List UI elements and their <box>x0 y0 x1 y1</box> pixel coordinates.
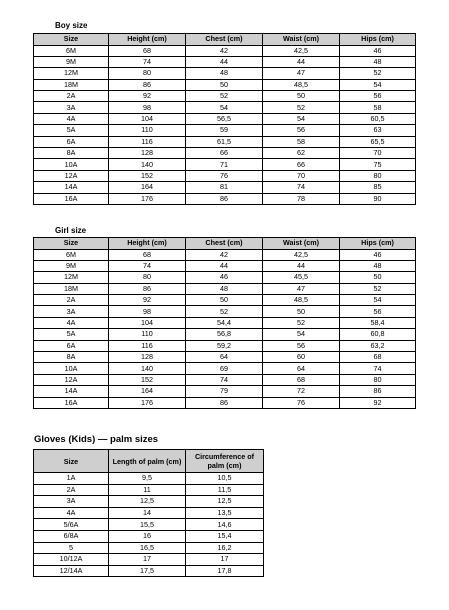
table-cell: 70 <box>263 170 340 181</box>
table-cell: 66 <box>263 159 340 170</box>
table-cell: 12/14A <box>34 565 109 577</box>
boy-size-table <box>33 33 416 205</box>
table-header-row <box>34 450 264 473</box>
table-cell: 5 <box>34 542 109 554</box>
table-cell: 110 <box>109 329 186 340</box>
table-cell: 98 <box>109 102 186 113</box>
header-height: Height (cm) <box>109 238 186 250</box>
table-cell: 66 <box>186 148 263 159</box>
table-cell: 3A <box>34 102 109 113</box>
table-row <box>34 306 416 317</box>
table-cell: 86 <box>186 193 263 204</box>
header-chest: Chest (cm) <box>186 238 263 250</box>
table-cell: 92 <box>109 295 186 306</box>
table-cell: 86 <box>186 397 263 408</box>
table-cell: 59,2 <box>186 340 263 351</box>
table-cell: 6M <box>34 45 109 56</box>
table-cell: 59 <box>186 125 263 136</box>
table-cell: 2A <box>34 295 109 306</box>
table-cell: 11,5 <box>186 484 264 496</box>
table-row <box>34 554 264 566</box>
table-row <box>34 79 416 90</box>
table-cell: 18M <box>34 79 109 90</box>
table-cell: 12,5 <box>186 496 264 508</box>
table-cell: 44 <box>263 56 340 67</box>
table-cell: 17 <box>186 554 264 566</box>
table-cell: 16 <box>109 530 186 542</box>
table-cell: 3A <box>34 496 109 508</box>
table-cell: 42 <box>186 249 263 260</box>
table-cell: 80 <box>109 272 186 283</box>
table-row <box>34 113 416 124</box>
table-cell: 72 <box>263 386 340 397</box>
table-cell: 11 <box>109 484 186 496</box>
table-cell: 50 <box>263 91 340 102</box>
table-cell: 48,5 <box>263 295 340 306</box>
table-cell: 52 <box>263 317 340 328</box>
table-cell: 54 <box>340 295 416 306</box>
table-cell: 80 <box>340 374 416 385</box>
table-cell: 65,5 <box>340 136 416 147</box>
table-cell: 18M <box>34 283 109 294</box>
table-cell: 104 <box>109 113 186 124</box>
table-cell: 71 <box>186 159 263 170</box>
table-row <box>34 170 416 181</box>
table-cell: 54 <box>186 102 263 113</box>
table-row <box>34 542 264 554</box>
table-cell: 2A <box>34 484 109 496</box>
table-cell: 76 <box>186 170 263 181</box>
gloves-size-table <box>33 449 264 577</box>
table-cell: 52 <box>186 91 263 102</box>
table-cell: 48 <box>186 68 263 79</box>
table-row <box>34 352 416 363</box>
table-cell: 5A <box>34 329 109 340</box>
header-chest: Chest (cm) <box>186 34 263 46</box>
table-row <box>34 102 416 113</box>
table-cell: 14 <box>109 507 186 519</box>
table-row <box>34 68 416 79</box>
table-cell: 86 <box>109 283 186 294</box>
table-cell: 44 <box>263 260 340 271</box>
table-cell: 17,5 <box>109 565 186 577</box>
table-cell: 56 <box>263 340 340 351</box>
table-header-row <box>34 238 416 250</box>
table-cell: 12,5 <box>109 496 186 508</box>
table-row <box>34 91 416 102</box>
table-cell: 116 <box>109 136 186 147</box>
table-row <box>34 159 416 170</box>
table-row <box>34 148 416 159</box>
table-cell: 42,5 <box>263 45 340 56</box>
table-cell: 12M <box>34 68 109 79</box>
girl-size-table <box>33 237 416 409</box>
header-height: Height (cm) <box>109 34 186 46</box>
table-cell: 6A <box>34 340 109 351</box>
table-cell: 8A <box>34 352 109 363</box>
table-cell: 8A <box>34 148 109 159</box>
table-cell: 80 <box>340 170 416 181</box>
table-cell: 90 <box>340 193 416 204</box>
table-cell: 54,4 <box>186 317 263 328</box>
table-row <box>34 272 416 283</box>
table-cell: 15,4 <box>186 530 264 542</box>
table-cell: 62 <box>263 148 340 159</box>
table-cell: 44 <box>186 260 263 271</box>
table-cell: 56,5 <box>186 113 263 124</box>
header-size: Size <box>34 450 109 473</box>
table-cell: 14A <box>34 386 109 397</box>
table-cell: 48 <box>186 283 263 294</box>
table-cell: 45,5 <box>263 272 340 283</box>
table-cell: 78 <box>263 193 340 204</box>
table-cell: 15,5 <box>109 519 186 531</box>
table-cell: 74 <box>109 260 186 271</box>
table-cell: 4A <box>34 317 109 328</box>
table-cell: 46 <box>340 45 416 56</box>
header-hips: Hips (cm) <box>340 34 416 46</box>
header-size: Size <box>34 238 109 250</box>
table-cell: 86 <box>109 79 186 90</box>
table-cell: 1A <box>34 473 109 485</box>
table-row <box>34 507 264 519</box>
table-row <box>34 530 264 542</box>
table-cell: 75 <box>340 159 416 170</box>
table-cell: 17,8 <box>186 565 264 577</box>
table-cell: 86 <box>340 386 416 397</box>
table-cell: 48,5 <box>263 79 340 90</box>
header-waist: Waist (cm) <box>263 34 340 46</box>
table-cell: 50 <box>263 306 340 317</box>
table-cell: 176 <box>109 397 186 408</box>
table-cell: 64 <box>186 352 263 363</box>
table-row <box>34 260 416 271</box>
table-row <box>34 329 416 340</box>
header-waist: Waist (cm) <box>263 238 340 250</box>
table-row <box>34 519 264 531</box>
table-cell: 61,5 <box>186 136 263 147</box>
table-cell: 58 <box>263 136 340 147</box>
table-cell: 4A <box>34 507 109 519</box>
table-row <box>34 496 264 508</box>
table-cell: 56,8 <box>186 329 263 340</box>
table-row <box>34 363 416 374</box>
table-cell: 13,5 <box>186 507 264 519</box>
header-palm-length: Length of palm (cm) <box>109 450 186 473</box>
table-cell: 164 <box>109 182 186 193</box>
table-cell: 58,4 <box>340 317 416 328</box>
table-cell: 74 <box>186 374 263 385</box>
table-cell: 4A <box>34 113 109 124</box>
table-cell: 74 <box>109 56 186 67</box>
gloves-title: Gloves (Kids) — palm sizes <box>34 434 159 445</box>
table-cell: 12M <box>34 272 109 283</box>
table-row <box>34 484 264 496</box>
table-row <box>34 340 416 351</box>
table-cell: 92 <box>109 91 186 102</box>
table-cell: 9,5 <box>109 473 186 485</box>
table-cell: 6/8A <box>34 530 109 542</box>
table-row <box>34 565 264 577</box>
table-row <box>34 193 416 204</box>
table-row <box>34 473 264 485</box>
table-row <box>34 182 416 193</box>
table-cell: 54 <box>263 329 340 340</box>
table-cell: 54 <box>340 79 416 90</box>
table-cell: 56 <box>263 125 340 136</box>
table-cell: 64 <box>263 363 340 374</box>
table-cell: 80 <box>109 68 186 79</box>
table-cell: 74 <box>340 363 416 374</box>
table-cell: 63,2 <box>340 340 416 351</box>
table-cell: 68 <box>340 352 416 363</box>
table-cell: 74 <box>263 182 340 193</box>
table-cell: 128 <box>109 148 186 159</box>
header-hips: Hips (cm) <box>340 238 416 250</box>
table-row <box>34 125 416 136</box>
table-cell: 12A <box>34 170 109 181</box>
table-cell: 10A <box>34 159 109 170</box>
table-row <box>34 249 416 260</box>
table-row <box>34 374 416 385</box>
table-cell: 140 <box>109 159 186 170</box>
table-cell: 52 <box>186 306 263 317</box>
table-cell: 79 <box>186 386 263 397</box>
table-cell: 50 <box>186 79 263 90</box>
table-cell: 98 <box>109 306 186 317</box>
table-cell: 116 <box>109 340 186 351</box>
table-cell: 68 <box>263 374 340 385</box>
table-cell: 152 <box>109 170 186 181</box>
boy-size-title: Boy size <box>55 21 88 30</box>
table-cell: 60 <box>263 352 340 363</box>
table-cell: 164 <box>109 386 186 397</box>
table-row <box>34 317 416 328</box>
table-cell: 10/12A <box>34 554 109 566</box>
table-cell: 152 <box>109 374 186 385</box>
table-row <box>34 295 416 306</box>
table-cell: 2A <box>34 91 109 102</box>
table-cell: 16A <box>34 193 109 204</box>
table-cell: 68 <box>109 249 186 260</box>
table-cell: 110 <box>109 125 186 136</box>
table-row <box>34 386 416 397</box>
table-cell: 63 <box>340 125 416 136</box>
table-cell: 60,8 <box>340 329 416 340</box>
table-cell: 16A <box>34 397 109 408</box>
table-cell: 70 <box>340 148 416 159</box>
table-cell: 176 <box>109 193 186 204</box>
table-cell: 50 <box>186 295 263 306</box>
table-cell: 17 <box>109 554 186 566</box>
table-cell: 140 <box>109 363 186 374</box>
table-cell: 92 <box>340 397 416 408</box>
table-cell: 56 <box>340 91 416 102</box>
table-cell: 76 <box>263 397 340 408</box>
table-cell: 60,5 <box>340 113 416 124</box>
table-cell: 16,2 <box>186 542 264 554</box>
table-cell: 46 <box>186 272 263 283</box>
table-cell: 104 <box>109 317 186 328</box>
table-cell: 16,5 <box>109 542 186 554</box>
table-cell: 128 <box>109 352 186 363</box>
table-cell: 52 <box>340 283 416 294</box>
table-cell: 10,5 <box>186 473 264 485</box>
table-cell: 10A <box>34 363 109 374</box>
table-cell: 14,6 <box>186 519 264 531</box>
table-cell: 47 <box>263 68 340 79</box>
table-cell: 5/6A <box>34 519 109 531</box>
table-header-row <box>34 34 416 46</box>
table-cell: 46 <box>340 249 416 260</box>
table-cell: 6M <box>34 249 109 260</box>
table-cell: 81 <box>186 182 263 193</box>
table-cell: 52 <box>263 102 340 113</box>
table-cell: 48 <box>340 260 416 271</box>
table-cell: 14A <box>34 182 109 193</box>
table-cell: 9M <box>34 56 109 67</box>
table-cell: 68 <box>109 45 186 56</box>
table-cell: 42,5 <box>263 249 340 260</box>
table-cell: 5A <box>34 125 109 136</box>
table-cell: 69 <box>186 363 263 374</box>
table-cell: 9M <box>34 260 109 271</box>
table-row <box>34 45 416 56</box>
table-cell: 85 <box>340 182 416 193</box>
table-cell: 12A <box>34 374 109 385</box>
table-row <box>34 56 416 67</box>
table-cell: 54 <box>263 113 340 124</box>
header-palm-circumference: Circumference of palm (cm) <box>186 450 264 473</box>
table-cell: 47 <box>263 283 340 294</box>
table-cell: 56 <box>340 306 416 317</box>
table-row <box>34 397 416 408</box>
header-size: Size <box>34 34 109 46</box>
table-cell: 50 <box>340 272 416 283</box>
table-cell: 42 <box>186 45 263 56</box>
table-cell: 3A <box>34 306 109 317</box>
table-cell: 48 <box>340 56 416 67</box>
table-cell: 52 <box>340 68 416 79</box>
girl-size-title: Girl size <box>55 226 87 235</box>
table-cell: 44 <box>186 56 263 67</box>
table-row <box>34 136 416 147</box>
table-cell: 6A <box>34 136 109 147</box>
table-row <box>34 283 416 294</box>
table-cell: 58 <box>340 102 416 113</box>
